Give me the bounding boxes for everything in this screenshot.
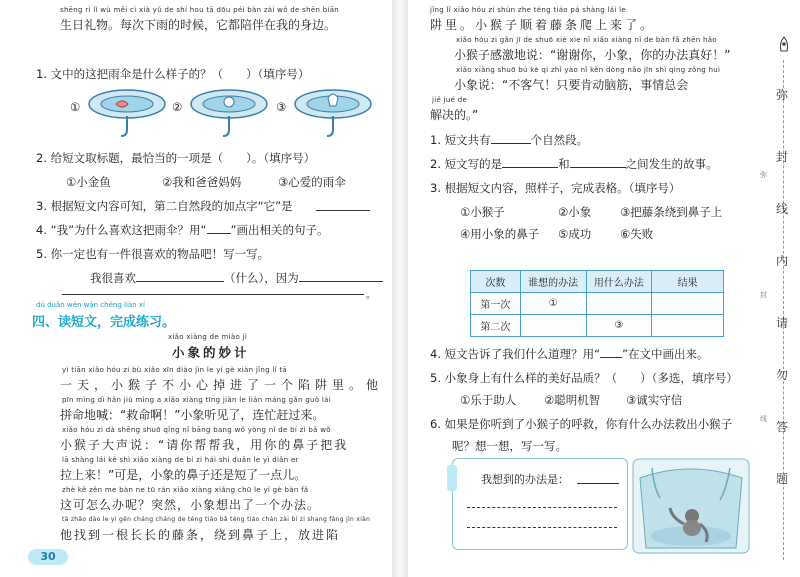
story-line: 这可怎么办呢？突然，小象想出了一个办法。 — [60, 498, 321, 512]
table-cell[interactable] — [520, 315, 586, 337]
seal-small-char: 弥 — [760, 171, 767, 179]
question-2: 2. 给短文取标题，最恰当的一项是（ ）。（填序号） — [36, 151, 316, 165]
seal-char: 答 — [776, 420, 789, 434]
table-header: 次数 — [471, 271, 521, 293]
umbrella-label-2: ② — [172, 100, 183, 114]
question-4 — [36, 222, 328, 238]
table-header: 谁想的办法 — [520, 271, 586, 293]
r-q4-b: ”在文中画出来。 — [622, 347, 709, 361]
story-line: 解决的。” — [430, 108, 479, 122]
story-line: 小猴子感激地说：“谢谢你，小象，你的办法真好！” — [454, 48, 731, 62]
story-line: 生日礼物。每次下雨的时候，它都陪伴在我的身边。 — [60, 18, 337, 32]
option: ①小金鱼 — [66, 175, 111, 189]
pinyin-line: xiǎo hóu zi dà shēng shuō qǐng nǐ bāng bang wǒ yòng nǐ de bí zi bǎ wǒ — [62, 426, 331, 434]
pinyin-line: zhè kě zěn me bàn ne tū rán xiǎo xiàng xiǎng chū le yí gè bàn fǎ — [62, 486, 309, 494]
seal-char: 线 — [776, 202, 789, 216]
section-pinyin: dú duǎn wén wán chéng liàn xí — [36, 301, 145, 309]
r-q1-a: 1. 短文共有 — [430, 133, 491, 147]
option: ①乐于助人 — [460, 393, 517, 407]
question-1: 1. 文中的这把雨伞是什么样子的？（ ）（填序号） — [36, 67, 310, 81]
pinyin-line: lā shàng lái kě shì xiǎo xiàng de bí zi hái shi duǎn le yì diǎn er — [62, 456, 299, 464]
story-title-pinyin: xiǎo xiàng de miào jì — [168, 333, 248, 341]
umbrella-icon-2 — [188, 86, 270, 138]
pinyin-line: yì tiān xiǎo hóu zi bù xiǎo xīn diào jìn le yí gè xiàn jǐng lǐ tā — [62, 366, 287, 374]
story-line: 阱里。小猴子顺着藤条爬上来了。 — [430, 18, 656, 32]
r-question-3: 3. 根据短文内容，照样子，完成表格。（填序号） — [430, 181, 681, 195]
table-cell[interactable]: ① — [520, 293, 586, 315]
pinyin-line: xiǎo hóu zi gǎn jī de shuō xiè xie nǐ xiǎo xiàng nǐ de bàn fǎ zhēn hǎo — [456, 36, 717, 44]
pinyin-line: xiǎo xiàng shuō bú kè qi zhǐ yào nǐ kěn dòng nǎo jīn shì qing zǒng huì — [456, 66, 721, 74]
option: ③心爱的雨伞 — [278, 175, 346, 189]
r-question-6: 6. 如果是你听到了小猴子的呼救，你有什么办法救出小猴子 — [430, 417, 733, 431]
umbrella-label-3: ③ — [276, 100, 287, 114]
r-question-2 — [430, 156, 718, 172]
question-4-part-a: 4. “我”为什么喜欢这把雨伞？用“ — [36, 223, 207, 237]
pinyin-line: jiě jué de — [432, 96, 468, 104]
table-cell: 第二次 — [471, 315, 521, 337]
book-gutter — [392, 0, 408, 577]
page-number: 30 — [28, 549, 68, 565]
option: ①小猴子 — [460, 205, 505, 219]
option: ②聪明机智 — [544, 393, 601, 407]
r-q2-c: 之间发生的故事。 — [625, 157, 718, 171]
umbrella-icon-3 — [292, 86, 374, 138]
r-question-5: 5. 小象身上有什么样的美好品质？（ ）（多选，填序号） — [430, 371, 738, 385]
answer-label: 我想到的办法是： — [481, 473, 569, 486]
story-line: 小象说：“不客气！只要肯动脑筋，事情总会 — [454, 78, 689, 92]
pinyin-line: tā zhǎo dào le yì gēn cháng cháng de téng tiáo bǎ téng tiáo chán zài bí zi shang fàng jìn xiàn — [62, 516, 371, 523]
r-question-1 — [430, 132, 588, 148]
option: ③把藤条绕到鼻子上 — [620, 205, 723, 219]
writing-line[interactable] — [577, 483, 619, 484]
answer-table — [470, 270, 724, 337]
q5-text-a: 我很喜欢 — [90, 271, 136, 285]
table-cell: 第一次 — [471, 293, 521, 315]
story-line: 拼命地喊：“救命啊！”小象听见了，连忙赶过来。 — [60, 408, 325, 422]
q5-text-b: （什么），因为 — [224, 271, 299, 285]
writing-line[interactable] — [62, 294, 364, 295]
section-title: 四、读短文，完成练习。 — [32, 315, 176, 330]
table-cell[interactable] — [652, 293, 724, 315]
tab-decoration — [447, 465, 457, 491]
seal-char: 题 — [776, 472, 789, 486]
r-question-6-b: 呢？想一想，写一写。 — [452, 439, 567, 453]
table-cell[interactable]: ③ — [586, 315, 652, 337]
option: ③诚实守信 — [626, 393, 683, 407]
r-question-4 — [430, 346, 709, 362]
writing-line[interactable] — [467, 507, 617, 508]
r-q1-b: 个自然段。 — [530, 133, 589, 147]
option: ⑤成功 — [558, 227, 592, 241]
rocket-icon — [776, 36, 792, 56]
story-line: 一天，小猴子不小心掉进了一个陷阱里。他 — [60, 378, 384, 392]
answer-blank[interactable] — [316, 210, 370, 211]
table-header: 用什么办法 — [586, 271, 652, 293]
question-3: 3. 根据短文内容可知，第二自然段的加点字“它”是 — [36, 199, 293, 213]
r-q4-a: 4. 短文告诉了我们什么道理？用“ — [430, 347, 601, 361]
table-row — [471, 315, 724, 337]
seal-small-char: 封 — [760, 291, 767, 299]
question-5-line — [90, 270, 383, 286]
seal-char: 封 — [776, 150, 789, 164]
writing-line[interactable] — [467, 527, 617, 528]
story-line: 小猴子大声说：“请你帮帮我，用你的鼻子把我 — [60, 438, 349, 452]
monkey-in-pit-illustration — [632, 458, 750, 554]
seal-small-char: 线 — [760, 415, 767, 423]
option: ⑥失败 — [620, 227, 654, 241]
seal-char: 弥 — [776, 88, 789, 102]
table-cell[interactable] — [652, 315, 724, 337]
option: ②小象 — [558, 205, 592, 219]
story-line: 他找到一根长长的藤条，绕到鼻子上，放进陷 — [60, 528, 341, 542]
option: ②我和爸爸妈妈 — [162, 175, 242, 189]
umbrella-label-1: ① — [70, 100, 81, 114]
seal-margin — [760, 0, 800, 577]
question-5: 5. 你一定也有一件很喜欢的物品吧！写一写。 — [36, 247, 270, 261]
umbrella-icon-1 — [86, 86, 168, 138]
seal-char: 请 — [776, 316, 789, 330]
r-q2-b: 和 — [558, 157, 570, 171]
answer-box[interactable] — [452, 458, 628, 550]
pinyin-line: jǐng lǐ xiǎo hóu zi shùn zhe téng tiáo pá shàng lái le — [430, 6, 626, 14]
option: ④用小象的鼻子 — [460, 227, 540, 241]
table-header: 结果 — [652, 271, 724, 293]
seal-char: 内 — [776, 254, 789, 268]
r-q2-a: 2. 短文写的是 — [430, 157, 503, 171]
pinyin-line: pīn mìng dì hǎn jiù mìng a xiǎo xiàng tīng jiàn le lián máng gǎn guò lái — [62, 396, 331, 404]
seal-char: 勿 — [776, 368, 789, 382]
right-page — [408, 0, 800, 577]
story-line: 拉上来！”可是，小象的鼻子还是短了一点儿。 — [60, 468, 307, 482]
table-row — [471, 293, 724, 315]
table-cell[interactable] — [586, 293, 652, 315]
question-4-part-b: ”画出相关的句子。 — [230, 223, 329, 237]
pinyin-line: shēng rì lǐ wù měi cì xià yǔ de shí hou tā dōu péi bàn zài wǒ de shēn biān — [60, 6, 340, 14]
story-title: 小象的妙计 — [172, 345, 250, 360]
left-page: shēng rì lǐ wù měi cì xià yǔ de shí hou tā dōu péi bàn zài wǒ de shēn biān 生日礼物。每次下雨的时候，它都陪伴在我的身边。 1. 文中的这把雨伞是什么样子的？（ ）（填序号） ① ② ③ 2. 给短文取标题，最恰当的一项是（ ）。（填序号） ①小金鱼 ②我和爸爸妈妈 ③心爱的雨伞 3. 根据短文内容可知，第二自然段的加点字“它”是 4. “我”为什么喜欢这把雨伞？用“ ”画出相关的句子。 5. 你一定也有一件很喜欢的物品吧！写一写。 我很喜欢 （什么），因为 。 dú duǎn wén wán chéng liàn xí 四、读短文，完成练习。 xiǎo xiàng de miào jì 小象的妙计 yì tiān xiǎo hóu zi bù xiǎo xīn diào jìn le yí gè xiàn jǐng lǐ tā 一天，小猴子不小心掉进了一个陷阱里。他 pīn mìng dì hǎn jiù mìng a xiǎo xiàng tīng jiàn le lián máng gǎn guò lái 拼命地喊：“救命啊！”小象听见了，连忙赶过来。 xiǎo hóu zi dà shēng shuō qǐng nǐ bāng bang wǒ yòng nǐ de bí zi bǎ wǒ 小猴子大声说：“请你帮帮我，用你的鼻子把我 lā shàng lái kě shì xiǎo xiàng de bí zi hái shi duǎn le yì diǎn er 拉上来！”可是，小象的鼻子还是短了一点儿。 zhè kě zěn me bàn ne tū rán xiǎo xiàng xiǎng chū le yí gè bàn fǎ 这可怎么办呢？突然，小象想出了一个办法。 tā zhǎo dào le yì gēn cháng cháng de téng tiáo bǎ téng tiáo chán zài bí zi shang fàng jìn xiàn 他找到一根长长的藤条，绕到鼻子上，放进陷 30 — [0, 0, 392, 577]
